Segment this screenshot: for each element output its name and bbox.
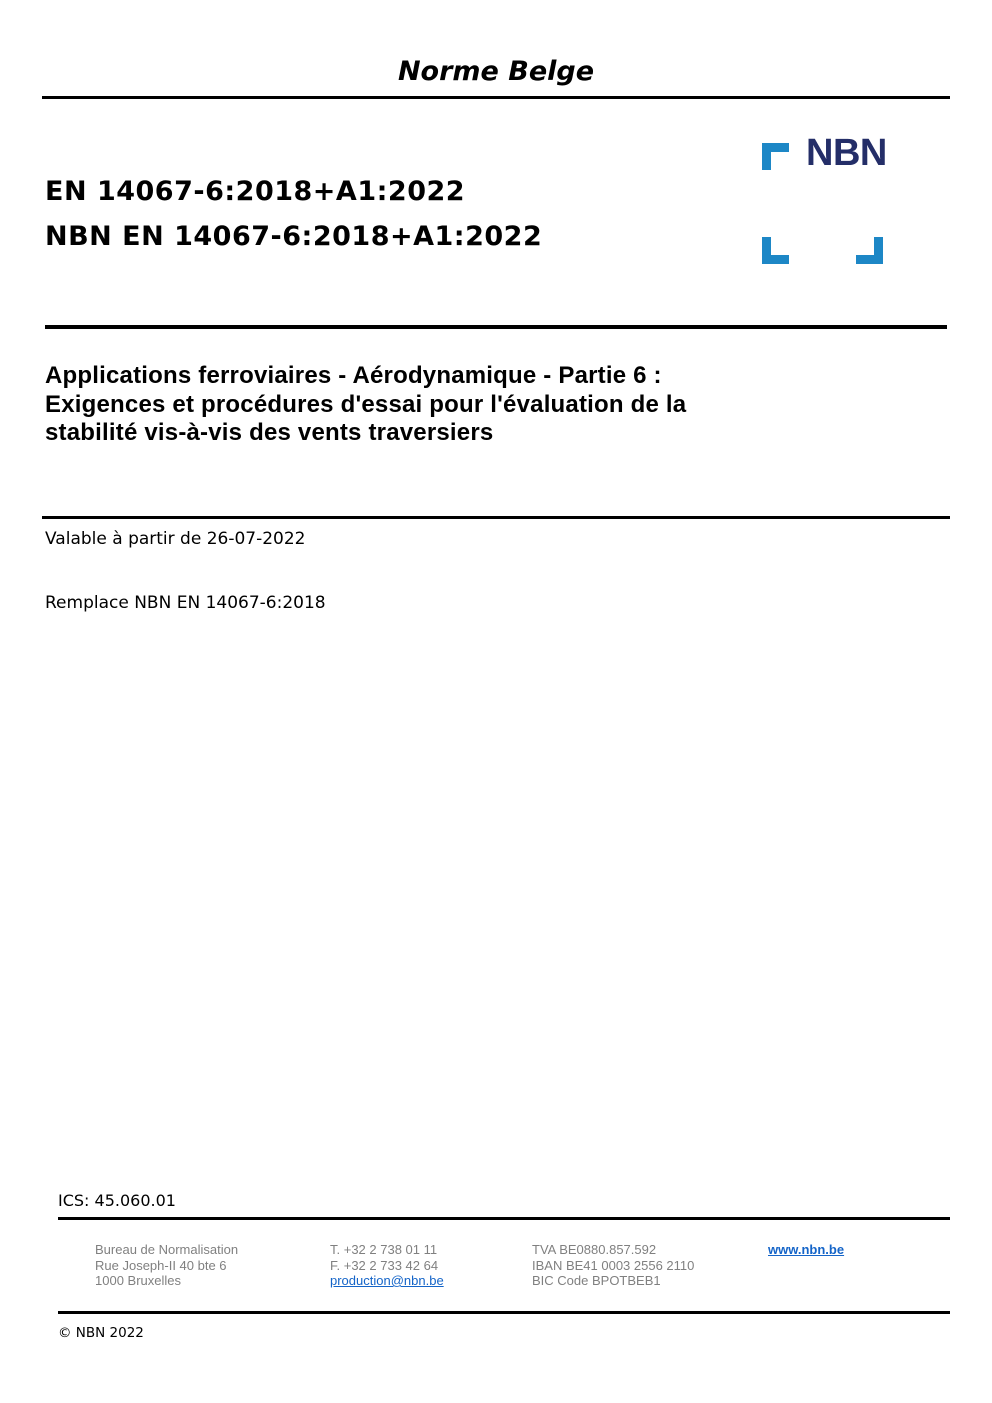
footer-divider-top bbox=[58, 1217, 950, 1220]
footer-tva: TVA BE0880.857.592 bbox=[532, 1242, 657, 1257]
standard-code-en: EN 14067-6:2018+A1:2022 bbox=[45, 176, 466, 207]
logo-bracket-bottom-right-icon bbox=[856, 237, 883, 264]
replaces-text: Remplace NBN EN 14067-6:2018 bbox=[45, 593, 326, 613]
document-title-line-3: stabilité vis-à-vis des vents traversiers bbox=[45, 419, 494, 446]
footer-contact-block bbox=[330, 1242, 444, 1289]
footer-website-block bbox=[768, 1242, 844, 1258]
title-divider-bottom bbox=[42, 516, 950, 519]
footer-address-block bbox=[95, 1242, 238, 1289]
copyright-divider bbox=[58, 1311, 950, 1314]
document-title-line-1: Applications ferroviaires - Aérodynamique - Partie 6 : bbox=[45, 362, 662, 389]
footer-org-name: Bureau de Normalisation bbox=[95, 1242, 239, 1257]
page-title: Norme Belge bbox=[397, 56, 595, 87]
document-title bbox=[45, 362, 686, 448]
document-title-line-2: Exigences et procédures d'essai pour l'évaluation de la bbox=[45, 390, 687, 418]
title-divider-top bbox=[45, 325, 947, 329]
footer-website-link[interactable]: www.nbn.be bbox=[768, 1242, 845, 1257]
logo-bracket-top-left-icon bbox=[762, 143, 789, 170]
logo-bracket-bottom-left-icon bbox=[762, 237, 789, 264]
footer-bic: BIC Code BPOTBEB1 bbox=[532, 1273, 661, 1288]
footer-iban: IBAN BE41 0003 2556 2110 bbox=[532, 1257, 695, 1273]
footer-phone: T. +32 2 738 01 11 bbox=[330, 1242, 438, 1257]
standard-code-nbn: NBN EN 14067-6:2018+A1:2022 bbox=[45, 221, 543, 252]
nbn-logo bbox=[762, 132, 887, 264]
copyright-notice: © NBN 2022 bbox=[58, 1325, 144, 1341]
footer-email-link[interactable]: production@nbn.be bbox=[330, 1273, 444, 1288]
footer-city: 1000 Bruxelles bbox=[95, 1273, 181, 1288]
logo-text: NBN bbox=[806, 132, 887, 174]
footer-street: Rue Joseph-II 40 bte 6 bbox=[95, 1257, 227, 1273]
header-divider bbox=[42, 96, 950, 99]
footer-bank-block bbox=[532, 1242, 694, 1289]
footer-fax: F. +32 2 733 42 64 bbox=[330, 1257, 439, 1273]
ics-code: ICS: 45.060.01 bbox=[58, 1191, 176, 1210]
valid-from-text: Valable à partir de 26-07-2022 bbox=[45, 529, 306, 549]
